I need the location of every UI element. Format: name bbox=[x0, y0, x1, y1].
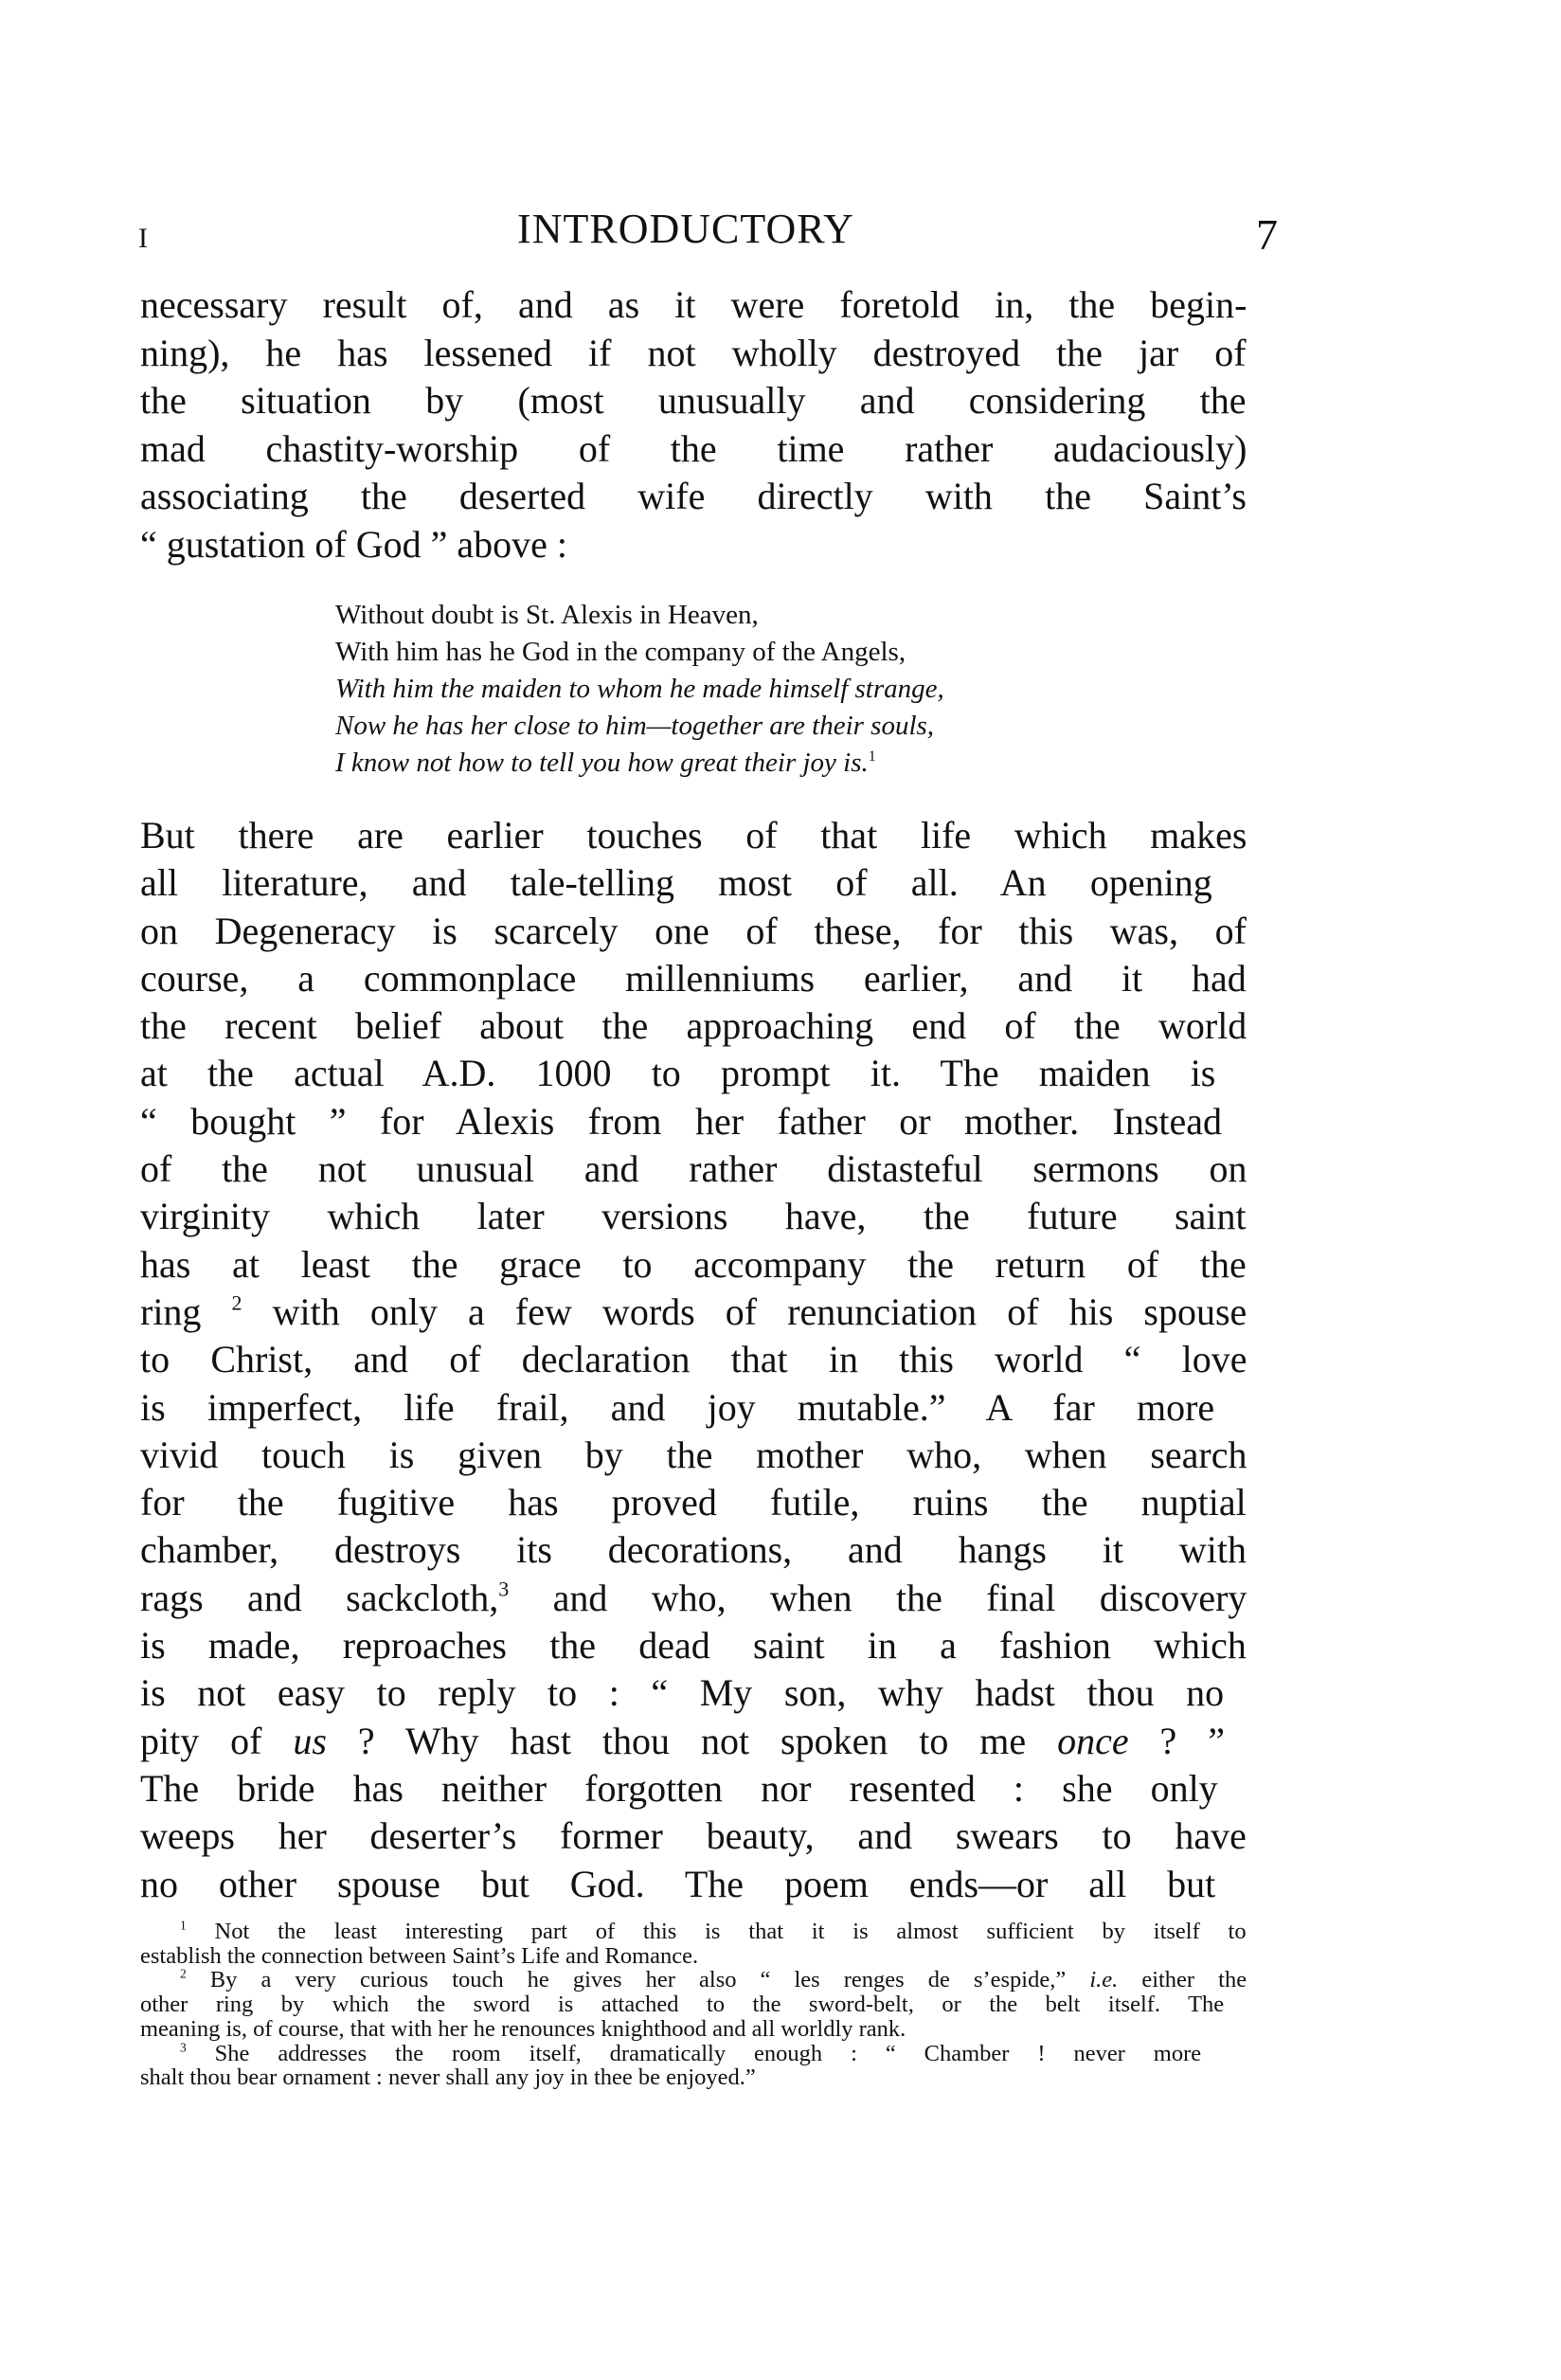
text-line bbox=[140, 955, 1247, 1002]
paragraph-2 bbox=[140, 812, 1247, 1908]
text-line bbox=[140, 521, 1247, 569]
text-line bbox=[140, 377, 1247, 425]
text-line bbox=[140, 1193, 1247, 1240]
text-line bbox=[140, 1575, 1247, 1622]
text-run: on Degeneracy is scarcely one of these, for this was, of bbox=[140, 909, 1247, 952]
text-run: With him has he God in the company of the Angels, bbox=[335, 637, 906, 667]
text-run: vivid touch is given by the mother who, when search bbox=[140, 1433, 1247, 1476]
text-run: other ring by which the sword is attached to the sword-belt, or the belt itself. The bbox=[140, 1992, 1225, 2018]
text-run: Without doubt is St. Alexis in Heaven, bbox=[335, 600, 759, 630]
text-run: weeps her deserter’s former beauty, and swears to have bbox=[140, 1814, 1247, 1858]
text-run: establish the connection between Saint’s Life and Romance. bbox=[140, 1942, 699, 1969]
text-run: at the actual A.D. 1000 to prompt it. The maiden is bbox=[140, 1052, 1216, 1095]
text-line bbox=[140, 1622, 1247, 1669]
text-run: mad chastity-worship of the time rather audaciously) bbox=[140, 426, 1247, 470]
text-run: Not the least interesting part of this is that it is almost sufficient by itself to bbox=[186, 1919, 1247, 1944]
footnote bbox=[140, 2042, 1247, 2090]
footnote bbox=[140, 1968, 1247, 2041]
text-line bbox=[140, 330, 1247, 378]
text-line bbox=[335, 745, 944, 782]
footnotes bbox=[140, 1920, 1247, 2090]
text-line bbox=[140, 1002, 1247, 1050]
text-line bbox=[140, 425, 1247, 474]
text-line bbox=[140, 1992, 1247, 2017]
text-run: for the fugitive has proved futile, ruins the nuptial bbox=[140, 1481, 1247, 1524]
text-run: is made, reproaches the dead saint in a fashion which bbox=[140, 1624, 1247, 1668]
text-run: ? Why hast thou not spoken to me bbox=[326, 1719, 1058, 1762]
footnote bbox=[140, 1920, 1247, 1968]
footnote-marker: 1 bbox=[868, 748, 876, 765]
page-number: 7 bbox=[1256, 210, 1278, 259]
text-run: She addresses the room itself, dramatically enough : “ Chamber ! never more bbox=[186, 2040, 1202, 2066]
text-run: either the bbox=[1118, 1967, 1247, 1993]
text-run: The bride has neither forgotten nor resented : she only bbox=[140, 1766, 1218, 1810]
text-line bbox=[140, 908, 1247, 955]
text-run: virginity which later versions have, the future saint bbox=[140, 1195, 1247, 1238]
text-line bbox=[140, 1098, 1247, 1145]
text-line bbox=[140, 1432, 1247, 1479]
text-line bbox=[335, 597, 944, 634]
footnote-marker: 2 bbox=[180, 1966, 187, 1981]
italic-text: once bbox=[1057, 1719, 1129, 1762]
running-head-title: INTRODUCTORY bbox=[517, 206, 854, 252]
text-line bbox=[140, 1765, 1247, 1812]
text-run: ? ” bbox=[1128, 1719, 1225, 1762]
text-line bbox=[335, 671, 944, 708]
text-run: necessary result of, and as it were foretold in, the begin- bbox=[140, 283, 1247, 326]
text-run: meaning is, of course, that with her he renounces knighthood and all worldly rank. bbox=[140, 2015, 906, 2042]
verse-quotation bbox=[335, 597, 944, 782]
text-line bbox=[335, 634, 944, 671]
text-run: ring bbox=[140, 1289, 232, 1333]
text-line bbox=[140, 1336, 1247, 1383]
text-run: associating the deserted wife directly with the Saint’s bbox=[140, 475, 1247, 517]
text-run: ning), he has lessened if not wholly destroyed the jar of bbox=[140, 331, 1247, 374]
text-run: course, a commonplace millenniums earlier, and it had bbox=[140, 956, 1247, 1000]
text-line bbox=[140, 2042, 1247, 2066]
footnote-marker: 3 bbox=[498, 1577, 510, 1601]
text-run: and who, when the final discovery bbox=[509, 1576, 1247, 1619]
text-line bbox=[140, 1968, 1247, 1992]
text-line bbox=[140, 1241, 1247, 1289]
text-line bbox=[335, 708, 944, 745]
text-run: no other spouse but God. The poem ends—or all but bbox=[140, 1862, 1216, 1905]
text-line bbox=[140, 1526, 1247, 1574]
text-run: pity of bbox=[140, 1719, 294, 1762]
text-line bbox=[140, 2017, 1247, 2042]
text-line bbox=[140, 1718, 1247, 1765]
footnote-marker: 3 bbox=[180, 2040, 187, 2055]
text-line bbox=[140, 1289, 1247, 1336]
italic-text: Now he has her close to him—together are their souls, bbox=[335, 711, 935, 741]
text-run: But there are earlier touches of that life which makes bbox=[140, 814, 1247, 856]
italic-text: us bbox=[293, 1719, 327, 1762]
text-run: the recent belief about the approaching end of the world bbox=[140, 1004, 1247, 1048]
text-line bbox=[140, 1050, 1247, 1097]
italic-text: I know not how to tell you how great their joy is. bbox=[335, 748, 869, 778]
text-line bbox=[140, 1669, 1247, 1717]
text-line bbox=[140, 859, 1247, 907]
text-line bbox=[140, 1861, 1247, 1908]
text-line bbox=[140, 1920, 1247, 1944]
text-run: all literature, and tale-telling most of all. An opening bbox=[140, 861, 1212, 905]
footnote-marker: 1 bbox=[180, 1918, 187, 1933]
italic-text: i.e. bbox=[1089, 1967, 1119, 1993]
text-line bbox=[140, 1384, 1247, 1432]
text-run: the situation by (most unusually and considering the bbox=[140, 379, 1247, 422]
text-line bbox=[140, 1812, 1247, 1860]
text-run: shalt thou bear ornament : never shall any joy in thee be enjoyed.” bbox=[140, 2064, 756, 2091]
section-number: I bbox=[138, 223, 148, 254]
italic-text: With him the maiden to whom he made himself strange, bbox=[335, 674, 944, 704]
text-run: to Christ, and of declaration that in this world “ love bbox=[140, 1338, 1247, 1381]
footnote-marker: 2 bbox=[231, 1290, 242, 1315]
text-line bbox=[140, 2065, 1247, 2090]
text-run: rags and sackcloth, bbox=[140, 1576, 499, 1619]
text-line bbox=[140, 1944, 1247, 1969]
text-run: with only a few words of renunciation of his spouse bbox=[242, 1289, 1247, 1333]
text-run: “ gustation of God ” above : bbox=[140, 522, 567, 566]
text-line bbox=[140, 1479, 1247, 1526]
text-run: is not easy to reply to : “ My son, why hadst thou no bbox=[140, 1671, 1225, 1715]
text-line bbox=[140, 473, 1247, 521]
text-run: chamber, destroys its decorations, and hangs it with bbox=[140, 1528, 1247, 1572]
text-line bbox=[140, 281, 1247, 330]
text-run: of the not unusual and rather distasteful sermons on bbox=[140, 1147, 1247, 1191]
text-line bbox=[140, 1145, 1247, 1193]
text-line bbox=[140, 812, 1247, 859]
text-run: has at least the grace to accompany the return of the bbox=[140, 1242, 1247, 1286]
text-run: By a very curious touch he gives her also “ les renges de s’espide,” bbox=[186, 1967, 1090, 1993]
text-run: “ bought ” for Alexis from her father or mother. Instead bbox=[140, 1099, 1223, 1143]
text-run: is imperfect, life frail, and joy mutable.” A far more bbox=[140, 1385, 1215, 1429]
paragraph-1 bbox=[140, 281, 1247, 568]
